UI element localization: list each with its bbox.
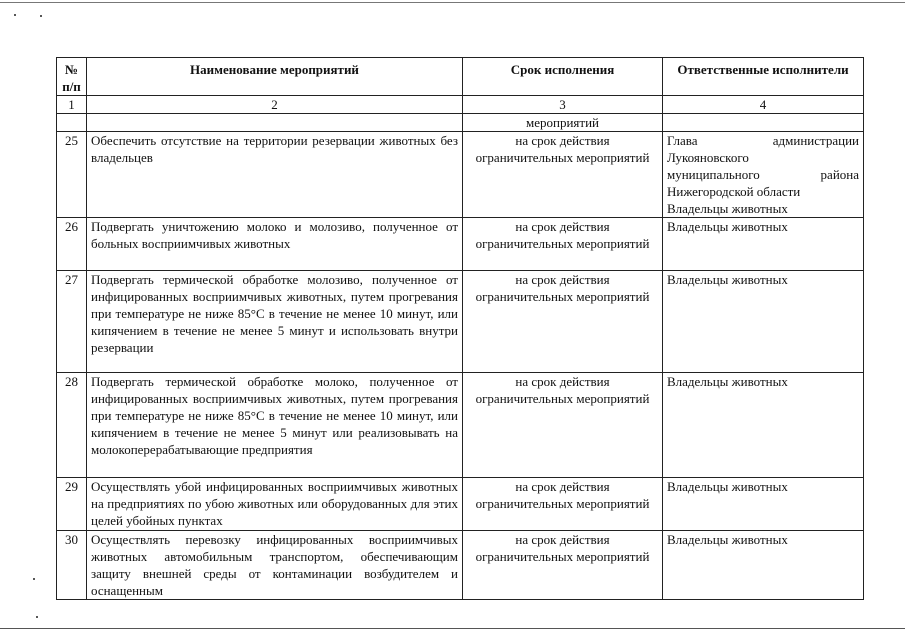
empty-cell [663,114,864,132]
measure-name: Подвергать уничтожению молоко и молозиво, полученное от больных восприимчивых животных [87,218,463,271]
responsible-line: Лукояновского [667,150,749,165]
scan-speck [40,15,42,17]
header-responsible: Ответственные исполнители [663,58,864,96]
empty-cell [87,114,463,132]
responsible-line: Глава администрации [667,133,859,148]
measure-term: на срок действия ограничительных мероприятий [463,478,663,531]
header-no: № п/п [57,58,87,96]
row-number: 29 [57,478,87,531]
measure-responsible [663,373,864,478]
measure-responsible [663,218,864,271]
responsible-line: Владельцы животных [667,201,788,216]
measure-name: Осуществлять убой инфицированных восприимчивых животных на предприятиях по убою животных или оборудованных для этих целей убойных пунктах [87,478,463,531]
table-row [57,132,864,218]
header-name: Наименование мероприятий [87,58,463,96]
responsible-line: Владельцы животных [667,479,788,494]
measure-responsible [663,132,864,218]
row-number: 30 [57,531,87,600]
row-number: 26 [57,218,87,271]
measure-term: на срок действия ограничительных мероприятий [463,132,663,218]
continuation-row [57,114,864,132]
measure-responsible [663,271,864,373]
table-row [57,218,864,271]
scan-speck [36,616,38,618]
measure-term: на срок действия ограничительных мероприятий [463,531,663,600]
measure-name: Обеспечить отсутствие на территории резервации животных без владельцев [87,132,463,218]
measure-responsible [663,478,864,531]
table-row [57,271,864,373]
column-index-cell: 2 [87,96,463,114]
row-number: 25 [57,132,87,218]
row-number: 28 [57,373,87,478]
measure-term: на срок действия ограничительных мероприятий [463,218,663,271]
continuation-term: мероприятий [463,114,663,132]
scan-speck [14,14,16,16]
header-term: Срок исполнения [463,58,663,96]
column-index-cell: 1 [57,96,87,114]
scan-top-border [0,2,905,3]
measure-name: Осуществлять перевозку инфицированных восприимчивых животных автомобильным транспортом, обеспечивающим защиту внешней среды от контаминации возбудителем и оснащенным [87,531,463,600]
responsible-line: Владельцы животных [667,219,788,234]
responsible-line: Владельцы животных [667,374,788,389]
column-index-cell: 3 [463,96,663,114]
column-index-cell: 4 [663,96,864,114]
responsible-line: Нижегородской области [667,184,801,199]
scan-speck [33,578,35,580]
table-row [57,373,864,478]
empty-cell [57,114,87,132]
measure-name: Подвергать термической обработке молоко, полученное от инфицированных восприимчивых животных, путем прогревания при температуре не ниже 85°С в течение не менее 10 минут, или кипячением в течение не менее 5 минут или реализовывать на молокоперерабатывающие предприятия [87,373,463,478]
measure-name: Подвергать термической обработке молозиво, полученное от инфицированных восприимчивых животных, путем прогревания при температуре не ниже 85°С в течение не менее 10 минут, или кипячением в течение не менее 5 минут и использовать внутри резервации [87,271,463,373]
measure-term: на срок действия ограничительных мероприятий [463,271,663,373]
scan-bottom-border [0,628,905,629]
responsible-line: Владельцы животных [667,272,788,287]
measures-table [56,57,864,600]
measure-responsible [663,531,864,600]
row-number: 27 [57,271,87,373]
table-header-row [57,58,864,96]
responsible-line: Владельцы животных [667,532,788,547]
table-row [57,478,864,531]
responsible-line: муниципального района [667,167,859,182]
table-row [57,531,864,600]
column-index-row [57,96,864,114]
measure-term: на срок действия ограничительных мероприятий [463,373,663,478]
